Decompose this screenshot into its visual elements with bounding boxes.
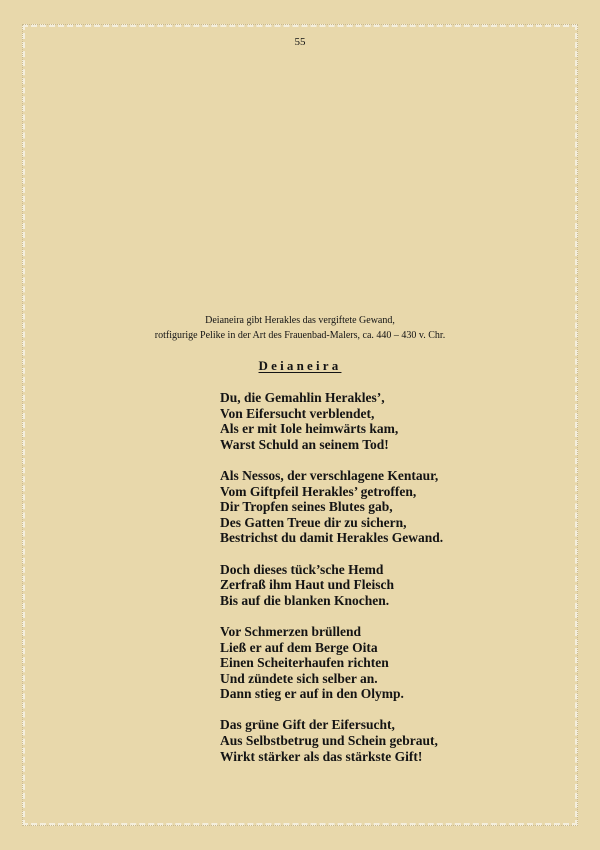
poem-line: Des Gatten Treue dir zu sichern, bbox=[220, 514, 407, 530]
stanza bbox=[220, 562, 560, 609]
poem-line: Vom Giftpfeil Herakles’ getroffen, bbox=[220, 483, 417, 499]
poem-line: Von Eifersucht verblendet, bbox=[220, 405, 375, 421]
poem-line: Zerfraß ihm Haut und Fleisch bbox=[220, 577, 395, 593]
stanza bbox=[220, 390, 560, 452]
poem-line: Doch dieses tück’sche Hemd bbox=[220, 561, 384, 577]
poem-line: Als Nessos, der verschlagene Kentaur, bbox=[220, 467, 439, 483]
stanza bbox=[220, 624, 560, 702]
poem-line: Dann stieg er auf in den Olymp. bbox=[220, 686, 404, 702]
page-number: 55 bbox=[294, 36, 306, 48]
poem-line: Dir Tropfen seines Blutes gab, bbox=[220, 499, 393, 515]
poem-body bbox=[220, 390, 560, 780]
poem-line: Warst Schuld an seinem Tod! bbox=[220, 436, 389, 452]
poem-line: Bestrichst du damit Herakles Gewand. bbox=[220, 530, 444, 546]
caption-line: Deianeira gibt Herakles das vergiftete Gewand, bbox=[205, 315, 395, 326]
poem-line: Und zündete sich selber an. bbox=[220, 670, 378, 686]
poem-title: Deianeira bbox=[258, 358, 342, 373]
poem-line: Wirkt stärker als das stärkste Gift! bbox=[220, 748, 423, 764]
poem-line: Ließ er auf dem Berge Oita bbox=[220, 639, 378, 655]
image-caption bbox=[0, 313, 600, 343]
poem-line: Das grüne Gift der Eifersucht, bbox=[220, 717, 395, 733]
poem-line: Vor Schmerzen brüllend bbox=[220, 623, 362, 639]
poem-line: Bis auf die blanken Knochen. bbox=[220, 592, 390, 608]
poem-line: Einen Scheiterhaufen richten bbox=[220, 655, 389, 671]
poem-line: Du, die Gemahlin Herakles’, bbox=[220, 390, 385, 405]
poem-line: Als er mit Iole heimwärts kam, bbox=[220, 421, 399, 437]
caption-line: rotfigurige Pelike in der Art des Frauenbad-Malers, ca. 440 – 430 v. Chr. bbox=[154, 330, 446, 341]
poem-line: Aus Selbstbetrug und Schein gebraut, bbox=[220, 733, 438, 749]
stanza bbox=[220, 717, 560, 764]
stanza bbox=[220, 468, 560, 546]
